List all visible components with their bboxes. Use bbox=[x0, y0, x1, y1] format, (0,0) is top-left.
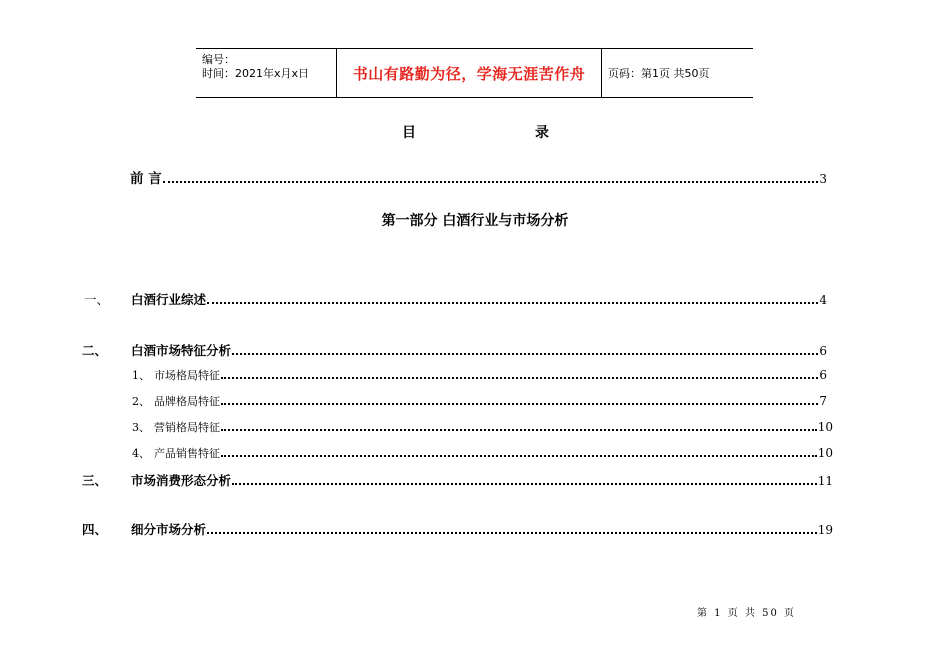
toc-entry[interactable] bbox=[131, 290, 827, 308]
toc-entry-number: 4、 bbox=[132, 447, 150, 460]
toc-leader-dots bbox=[207, 302, 818, 304]
header-meta-cell bbox=[196, 49, 337, 97]
toc-entry-number: 2、 bbox=[132, 395, 150, 408]
toc-entry-page: 19 bbox=[817, 523, 833, 537]
toc-entry-label: 市场格局特征 bbox=[154, 369, 220, 382]
toc-entry-label: 前 言 bbox=[130, 171, 162, 187]
header-table bbox=[196, 48, 753, 98]
toc-entry[interactable] bbox=[131, 520, 833, 538]
toc-entry-page: 4 bbox=[819, 293, 827, 307]
header-page-info: 页码：第1页 共50页 bbox=[608, 67, 710, 80]
part-title: 第一部分 白酒行业与市场分析 bbox=[381, 213, 569, 229]
toc-entry-page: 6 bbox=[819, 368, 827, 382]
toc-leader-dots bbox=[232, 483, 817, 485]
serial-label: 编号： bbox=[202, 53, 235, 66]
toc-entry-label: 产品销售特征 bbox=[154, 447, 220, 460]
toc-entry-page: 7 bbox=[819, 394, 827, 408]
toc-entry-label: 白酒市场特征分析 bbox=[131, 343, 232, 358]
toc-leader-dots bbox=[232, 353, 818, 355]
motto-text: 书山有路勤为径，学海无涯苦作舟 bbox=[352, 64, 586, 83]
date-label: 时间：2021年x月x日 bbox=[202, 67, 310, 80]
toc-entry-page: 6 bbox=[819, 344, 827, 358]
toc-entry-label: 市场消费形态分析 bbox=[131, 473, 232, 488]
toc-entry-number: 1、 bbox=[132, 369, 150, 382]
toc-subentry[interactable] bbox=[132, 367, 827, 383]
toc-title-left: 目 bbox=[402, 125, 416, 141]
toc-entry-page: 10 bbox=[817, 420, 833, 434]
toc-entry[interactable] bbox=[131, 341, 827, 359]
toc-leader-dots bbox=[221, 377, 818, 379]
toc-leader-dots bbox=[207, 532, 817, 534]
toc-title-right: 录 bbox=[535, 125, 549, 141]
toc-entry-number: 二、 bbox=[82, 343, 108, 358]
page-footer: 第 1 页 共 50 页 bbox=[697, 608, 796, 619]
toc-entry-preface[interactable] bbox=[130, 167, 827, 187]
toc-subentry[interactable] bbox=[132, 445, 833, 461]
toc-leader-dots bbox=[221, 455, 817, 457]
toc-leader-dots bbox=[221, 429, 817, 431]
toc-entry-number: 三、 bbox=[82, 473, 108, 488]
toc-leader-dots bbox=[163, 181, 819, 183]
toc-entry-number: 3、 bbox=[132, 421, 150, 434]
toc-entry-label: 白酒行业综述 bbox=[131, 292, 207, 307]
toc-subentry[interactable] bbox=[132, 419, 833, 435]
toc-entry-page: 10 bbox=[817, 446, 833, 460]
toc-entry[interactable] bbox=[131, 471, 833, 489]
toc-subentry[interactable] bbox=[132, 393, 827, 409]
toc-entry-label: 细分市场分析 bbox=[131, 522, 207, 537]
toc-entry-label: 品牌格局特征 bbox=[154, 395, 220, 408]
toc-entry-number: 四、 bbox=[82, 522, 108, 537]
toc-entry-label: 营销格局特征 bbox=[154, 421, 220, 434]
toc-entry-page: 11 bbox=[817, 474, 833, 488]
toc-leader-dots bbox=[221, 403, 818, 405]
toc-entry-number: 一、 bbox=[84, 292, 110, 307]
header-motto-cell bbox=[337, 49, 602, 97]
toc-entry-page: 3 bbox=[819, 172, 827, 186]
